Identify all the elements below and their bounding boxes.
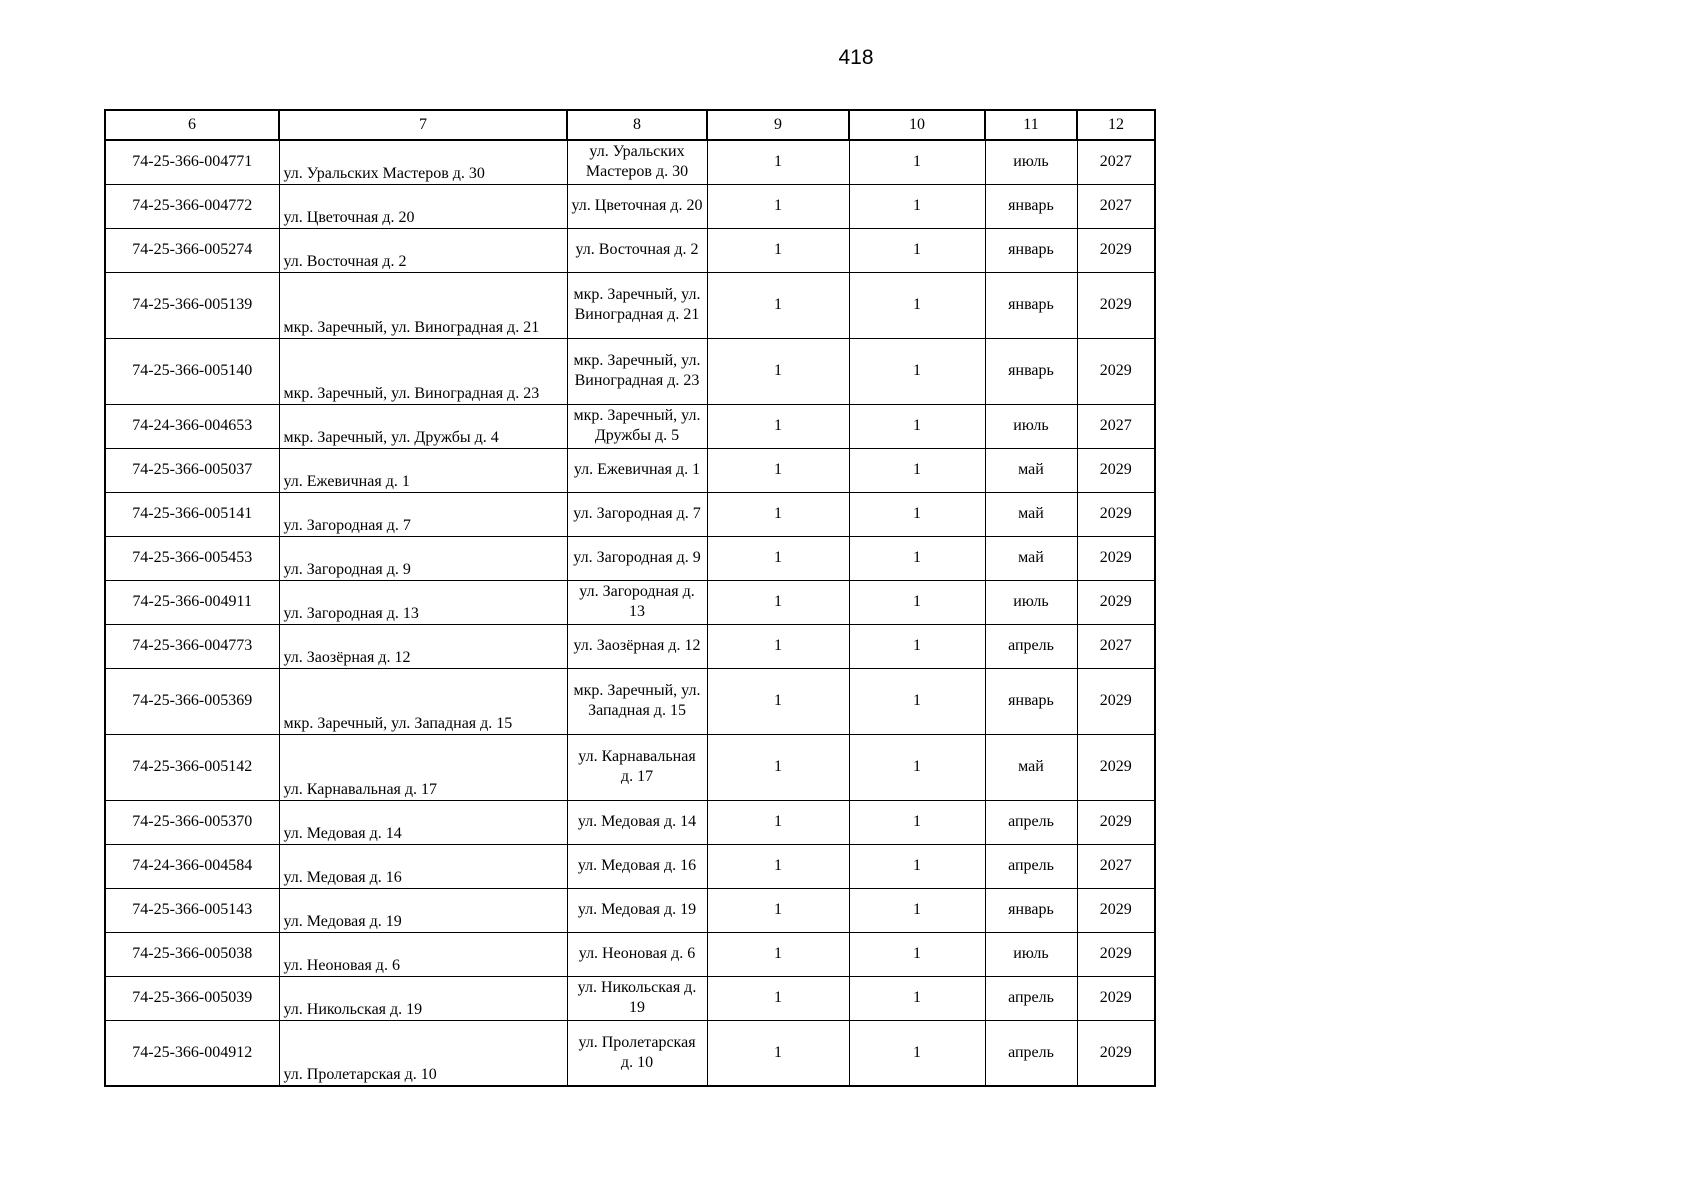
count-cell: 1: [707, 228, 849, 272]
quantity-cell: 1: [849, 932, 985, 976]
month-cell: июль: [985, 140, 1077, 184]
year-cell: 2029: [1077, 536, 1155, 580]
year-cell: 2029: [1077, 932, 1155, 976]
count-cell: 1: [707, 536, 849, 580]
quantity-cell: 1: [849, 624, 985, 668]
location-cell: ул. Неоновая д. 6: [567, 932, 707, 976]
month-cell: январь: [985, 184, 1077, 228]
column-header: 12: [1077, 110, 1155, 140]
address-cell: ул. Пролетарская д. 10: [279, 1020, 567, 1086]
count-cell: 1: [707, 932, 849, 976]
cadastral-number-cell: 74-24-366-004653: [105, 404, 279, 448]
quantity-cell: 1: [849, 734, 985, 800]
table-row: [105, 734, 1155, 800]
cadastral-number-cell: 74-25-366-005141: [105, 492, 279, 536]
year-cell: 2029: [1077, 448, 1155, 492]
cadastral-number-cell: 74-25-366-005038: [105, 932, 279, 976]
month-cell: январь: [985, 272, 1077, 338]
year-cell: 2029: [1077, 492, 1155, 536]
cadastral-number-cell: 74-25-366-004771: [105, 140, 279, 184]
cadastral-number-cell: 74-24-366-004584: [105, 844, 279, 888]
quantity-cell: 1: [849, 580, 985, 624]
location-cell: ул. Загородная д. 7: [567, 492, 707, 536]
address-cell: ул. Загородная д. 7: [279, 492, 567, 536]
quantity-cell: 1: [849, 272, 985, 338]
month-cell: январь: [985, 338, 1077, 404]
year-cell: 2029: [1077, 800, 1155, 844]
quantity-cell: 1: [849, 976, 985, 1020]
address-cell: ул. Загородная д. 13: [279, 580, 567, 624]
register-table: [104, 109, 1156, 1087]
location-cell: ул. Медовая д. 19: [567, 888, 707, 932]
month-cell: май: [985, 536, 1077, 580]
month-cell: апрель: [985, 1020, 1077, 1086]
quantity-cell: 1: [849, 184, 985, 228]
cadastral-number-cell: 74-25-366-005037: [105, 448, 279, 492]
year-cell: 2029: [1077, 668, 1155, 734]
table-row: [105, 184, 1155, 228]
table-row: [105, 888, 1155, 932]
year-cell: 2027: [1077, 404, 1155, 448]
month-cell: июль: [985, 580, 1077, 624]
quantity-cell: 1: [849, 338, 985, 404]
cadastral-number-cell: 74-25-366-004773: [105, 624, 279, 668]
address-cell: ул. Загородная д. 9: [279, 536, 567, 580]
table-row: [105, 536, 1155, 580]
month-cell: май: [985, 734, 1077, 800]
month-cell: апрель: [985, 800, 1077, 844]
table-row: [105, 668, 1155, 734]
column-header: 6: [105, 110, 279, 140]
address-cell: ул. Ежевичная д. 1: [279, 448, 567, 492]
address-cell: мкр. Заречный, ул. Дружбы д. 4: [279, 404, 567, 448]
count-cell: 1: [707, 1020, 849, 1086]
count-cell: 1: [707, 404, 849, 448]
month-cell: апрель: [985, 844, 1077, 888]
year-cell: 2027: [1077, 844, 1155, 888]
cadastral-number-cell: 74-25-366-005039: [105, 976, 279, 1020]
month-cell: апрель: [985, 976, 1077, 1020]
count-cell: 1: [707, 580, 849, 624]
count-cell: 1: [707, 976, 849, 1020]
table-row: [105, 338, 1155, 404]
year-cell: 2029: [1077, 734, 1155, 800]
count-cell: 1: [707, 844, 849, 888]
count-cell: 1: [707, 624, 849, 668]
month-cell: апрель: [985, 624, 1077, 668]
cadastral-number-cell: 74-25-366-005143: [105, 888, 279, 932]
year-cell: 2029: [1077, 1020, 1155, 1086]
cadastral-number-cell: 74-25-366-005140: [105, 338, 279, 404]
cadastral-number-cell: 74-25-366-005370: [105, 800, 279, 844]
address-cell: ул. Уральских Мастеров д. 30: [279, 140, 567, 184]
count-cell: 1: [707, 448, 849, 492]
location-cell: ул. Восточная д. 2: [567, 228, 707, 272]
address-cell: ул. Карнавальная д. 17: [279, 734, 567, 800]
count-cell: 1: [707, 734, 849, 800]
location-cell: мкр. Заречный, ул. Виноградная д. 21: [567, 272, 707, 338]
header-row: [105, 110, 1155, 140]
year-cell: 2029: [1077, 228, 1155, 272]
column-header: 11: [985, 110, 1077, 140]
location-cell: ул. Цветочная д. 20: [567, 184, 707, 228]
column-header: 9: [707, 110, 849, 140]
year-cell: 2029: [1077, 888, 1155, 932]
count-cell: 1: [707, 140, 849, 184]
table-row: [105, 1020, 1155, 1086]
quantity-cell: 1: [849, 536, 985, 580]
table-row: [105, 976, 1155, 1020]
location-cell: ул. Карнавальная д. 17: [567, 734, 707, 800]
location-cell: ул. Медовая д. 16: [567, 844, 707, 888]
count-cell: 1: [707, 668, 849, 734]
table-row: [105, 624, 1155, 668]
cadastral-number-cell: 74-25-366-004911: [105, 580, 279, 624]
quantity-cell: 1: [849, 668, 985, 734]
month-cell: январь: [985, 888, 1077, 932]
address-cell: мкр. Заречный, ул. Виноградная д. 23: [279, 338, 567, 404]
table-row: [105, 228, 1155, 272]
table-row: [105, 404, 1155, 448]
count-cell: 1: [707, 184, 849, 228]
address-cell: ул. Медовая д. 16: [279, 844, 567, 888]
quantity-cell: 1: [849, 492, 985, 536]
count-cell: 1: [707, 492, 849, 536]
quantity-cell: 1: [849, 404, 985, 448]
quantity-cell: 1: [849, 140, 985, 184]
quantity-cell: 1: [849, 800, 985, 844]
address-cell: ул. Цветочная д. 20: [279, 184, 567, 228]
table-body: [105, 140, 1155, 1086]
address-cell: ул. Заозёрная д. 12: [279, 624, 567, 668]
address-cell: ул. Восточная д. 2: [279, 228, 567, 272]
address-cell: ул. Никольская д. 19: [279, 976, 567, 1020]
year-cell: 2029: [1077, 976, 1155, 1020]
address-cell: мкр. Заречный, ул. Виноградная д. 21: [279, 272, 567, 338]
month-cell: январь: [985, 228, 1077, 272]
count-cell: 1: [707, 888, 849, 932]
location-cell: мкр. Заречный, ул. Дружбы д. 5: [567, 404, 707, 448]
location-cell: ул. Никольская д. 19: [567, 976, 707, 1020]
location-cell: ул. Загородная д. 13: [567, 580, 707, 624]
column-header: 10: [849, 110, 985, 140]
location-cell: мкр. Заречный, ул. Западная д. 15: [567, 668, 707, 734]
cadastral-number-cell: 74-25-366-005453: [105, 536, 279, 580]
address-cell: мкр. Заречный, ул. Западная д. 15: [279, 668, 567, 734]
table-row: [105, 800, 1155, 844]
address-cell: ул. Медовая д. 14: [279, 800, 567, 844]
location-cell: ул. Ежевичная д. 1: [567, 448, 707, 492]
count-cell: 1: [707, 800, 849, 844]
year-cell: 2029: [1077, 338, 1155, 404]
location-cell: ул. Загородная д. 9: [567, 536, 707, 580]
page-number: 418: [838, 46, 874, 69]
location-cell: ул. Пролетарская д. 10: [567, 1020, 707, 1086]
cadastral-number-cell: 74-25-366-005369: [105, 668, 279, 734]
cadastral-number-cell: 74-25-366-004772: [105, 184, 279, 228]
count-cell: 1: [707, 338, 849, 404]
cadastral-number-cell: 74-25-366-005139: [105, 272, 279, 338]
year-cell: 2029: [1077, 580, 1155, 624]
table-row: [105, 140, 1155, 184]
month-cell: май: [985, 492, 1077, 536]
column-header: 8: [567, 110, 707, 140]
cadastral-number-cell: 74-25-366-005142: [105, 734, 279, 800]
table-row: [105, 844, 1155, 888]
quantity-cell: 1: [849, 844, 985, 888]
location-cell: ул. Заозёрная д. 12: [567, 624, 707, 668]
cadastral-number-cell: 74-25-366-004912: [105, 1020, 279, 1086]
table-row: [105, 932, 1155, 976]
quantity-cell: 1: [849, 1020, 985, 1086]
cadastral-number-cell: 74-25-366-005274: [105, 228, 279, 272]
year-cell: 2027: [1077, 184, 1155, 228]
table-row: [105, 492, 1155, 536]
month-cell: июль: [985, 932, 1077, 976]
month-cell: июль: [985, 404, 1077, 448]
location-cell: ул. Медовая д. 14: [567, 800, 707, 844]
count-cell: 1: [707, 272, 849, 338]
month-cell: май: [985, 448, 1077, 492]
table-row: [105, 272, 1155, 338]
year-cell: 2027: [1077, 624, 1155, 668]
quantity-cell: 1: [849, 448, 985, 492]
quantity-cell: 1: [849, 888, 985, 932]
month-cell: январь: [985, 668, 1077, 734]
address-cell: ул. Медовая д. 19: [279, 888, 567, 932]
column-header: 7: [279, 110, 567, 140]
year-cell: 2027: [1077, 140, 1155, 184]
quantity-cell: 1: [849, 228, 985, 272]
year-cell: 2029: [1077, 272, 1155, 338]
table-row: [105, 448, 1155, 492]
table-row: [105, 580, 1155, 624]
location-cell: ул. Уральских Мастеров д. 30: [567, 140, 707, 184]
location-cell: мкр. Заречный, ул. Виноградная д. 23: [567, 338, 707, 404]
address-cell: ул. Неоновая д. 6: [279, 932, 567, 976]
